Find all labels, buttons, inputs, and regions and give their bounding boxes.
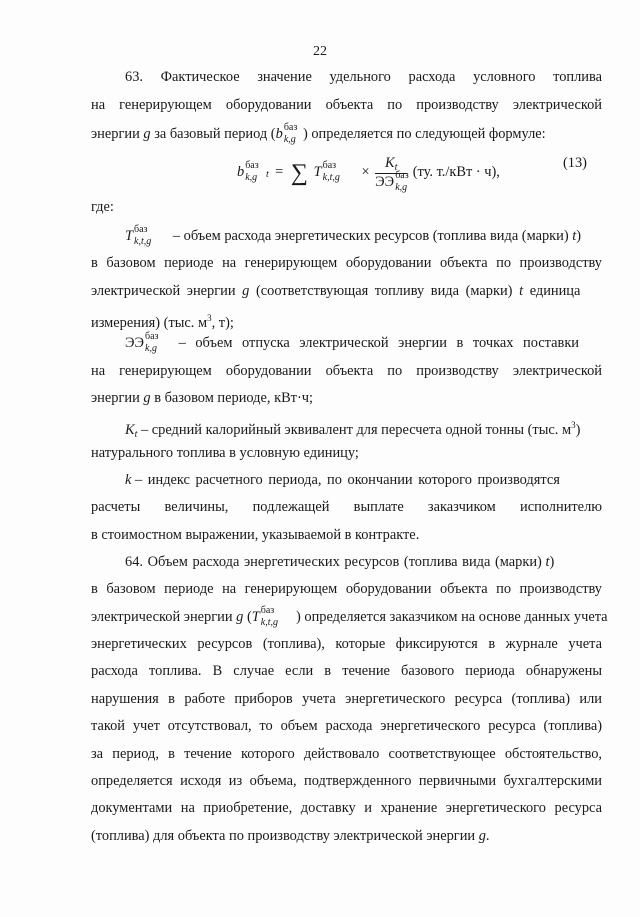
p64-line-9: определяется исходя из объема, подтвержденного первичными бухгалтерскими bbox=[91, 773, 602, 789]
p64-line-6: нарушения в работе приборов учета энергетического ресурса (топлива) или bbox=[91, 691, 602, 707]
formula-number: (13) bbox=[563, 155, 587, 171]
p64-line-5: расхода топлива. В случае если в течение базового периода обнаружены bbox=[91, 663, 602, 679]
p64-line-1: 64. Объем расхода энергетических ресурсов (топлива вида (марки) t) bbox=[125, 554, 555, 570]
k-def-line-2: натурального топлива в условную единицу; bbox=[91, 445, 359, 461]
kk-def-line-1: k – индекс расчетного периода, по окончании которого производятся bbox=[125, 472, 560, 488]
p64-line-4: энергетических ресурсов (топлива), которые фиксируются в журнале учета bbox=[91, 636, 602, 652]
p64-line-10: документами на приобретение, доставку и хранение энергетического ресурса bbox=[91, 800, 602, 816]
kk-def-line-3: в стоимостном выражении, указываемой в контракте. bbox=[91, 527, 420, 543]
p64-line-11: (топлива) для объекта по производству электрической энергии g. bbox=[91, 828, 490, 844]
p63-line-1: 63. Фактическое значение удельного расхода условного топлива bbox=[125, 69, 602, 85]
sum-sign: ∑ bbox=[290, 159, 308, 186]
k-def-line-1: $K_t$ – средний калорийный эквивалент для пересчета одной тонны (тыс. $м^3$) bbox=[125, 420, 581, 440]
page-number: 22 bbox=[313, 44, 327, 59]
sum-index: t bbox=[266, 169, 269, 180]
p64-line-7: такой учет отсутствовал, то объем расхода энергетического ресурса (топлива) bbox=[91, 718, 602, 734]
t-def-line-3: электрической энергии g (соответствующая топливу вида (марки) t единица bbox=[91, 283, 581, 299]
kk-def-line-2: расчеты величины, подлежащей выплате заказчиком исполнителю bbox=[91, 499, 602, 515]
formula-body: b баз k,g = ∑ T баз k,t,g × $K_t$ ЭЭ баз k,g (ту. т./кВт · ч), bbox=[237, 155, 500, 193]
p64-line-2: в базовом периоде на генерирующем оборудовании объекта по производству bbox=[91, 581, 602, 597]
t-def-line-1: T баз k,t,g – объем расхода энергетических ресурсов (топлива вида (марки) t) bbox=[125, 224, 582, 247]
t-def-line-4: измерения) (тыс. $м^3$, т); bbox=[91, 313, 234, 331]
p64-line-8: за период, в течение которого действовало соответствующее обстоятельство, bbox=[91, 746, 602, 762]
p63-line-2: на генерирующем оборудовании объекта по производству электрической bbox=[91, 97, 602, 113]
formula-13 bbox=[0, 145, 640, 191]
ee-def-line-2: на генерирующем оборудовании объекта по производству электрической bbox=[91, 363, 602, 379]
ee-def-line-3: энергии g в базовом периоде, кВт·ч; bbox=[91, 390, 313, 406]
where-label: где: bbox=[91, 199, 114, 215]
p64-line-3: электрической энергии g (T баз k,t,g ) определяется заказчиком на основе данных учета bbox=[91, 605, 608, 628]
t-def-line-2: в базовом периоде на генерирующем оборудовании объекта по производству bbox=[91, 255, 602, 271]
ee-def-line-1: ЭЭ баз k,g – объем отпуска электрической энергии в точках поставки bbox=[125, 331, 580, 354]
formula-fraction: $K_t$ ЭЭ баз k,g bbox=[375, 155, 409, 193]
p63-line-3: энергии g за базовый период (b баз k,g ) определяется по следующей формуле: bbox=[91, 122, 546, 145]
